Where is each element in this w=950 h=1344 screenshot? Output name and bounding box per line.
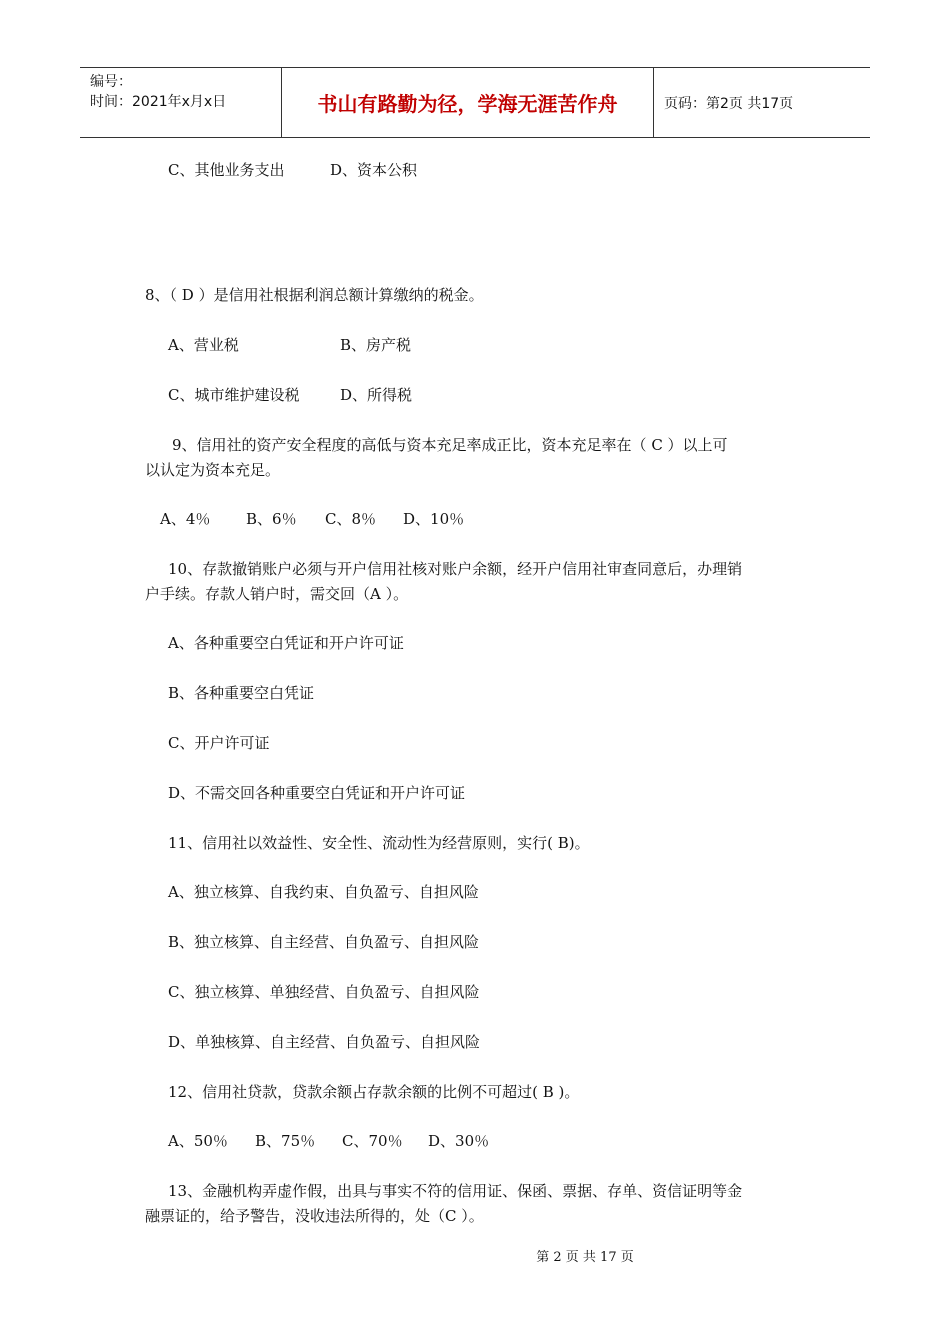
q10-option-b: B、各种重要空白凭证: [168, 684, 315, 702]
q8-option-b: B、房产税: [340, 336, 412, 354]
header-motto: 书山有路勤为径，学海无涯苦作舟: [282, 68, 654, 137]
q11-option-c: C、独立核算、单独经营、自负盈亏、自担风险: [168, 983, 480, 1001]
q12-option-c: C、70％: [342, 1132, 403, 1150]
q11-option-b: B、独立核算、自主经营、自负盈亏、自担风险: [168, 933, 480, 951]
q8-stem: 8、（ D ）是信用社根据利润总额计算缴纳的税金。: [145, 286, 484, 304]
footer-page-number: 第 2 页 共 17 页: [536, 1250, 634, 1265]
header-left-cell: [80, 68, 282, 137]
q8-option-d: D、所得税: [340, 386, 413, 404]
q9-stem-line1: 9、信用社的资产安全程度的高低与资本充足率成正比，资本充足率在（ C ）以上可: [172, 436, 728, 454]
q12-option-b: B、75％: [255, 1132, 316, 1150]
q13-stem-line1: 13、金融机构弄虚作假，出具与事实不符的信用证、保函、票据、存单、资信证明等金: [168, 1182, 743, 1200]
time-label: 时间：2021年x月x日: [90, 94, 227, 110]
q11-option-a: A、独立核算、自我约束、自负盈亏、自担风险: [168, 883, 479, 901]
q9-option-d: D、10％: [403, 510, 465, 528]
q10-option-a: A、各种重要空白凭证和开户许可证: [168, 634, 404, 652]
q8-option-c: C、城市维护建设税: [168, 386, 300, 404]
serial-number-label: 编号：: [90, 74, 132, 90]
q7-option-c: C、其他业务支出: [168, 161, 285, 179]
q11-stem: 11、信用社以效益性、安全性、流动性为经营原则，实行( B)。: [168, 834, 590, 852]
q10-stem-line1: 10、存款撤销账户必须与开户信用社核对账户余额，经开户信用社审查同意后，办理销: [168, 560, 743, 578]
page-header: [80, 67, 870, 138]
q13-stem-line2: 融票证的，给予警告，没收违法所得的，处（C ）。: [145, 1207, 484, 1225]
q9-stem-line2: 以认定为资本充足。: [145, 461, 281, 479]
q12-stem: 12、信用社贷款，贷款余额占存款余额的比例不可超过( B )。: [168, 1083, 580, 1101]
q12-option-a: A、50％: [168, 1132, 228, 1150]
q10-option-d: D、不需交回各种重要空白凭证和开户许可证: [168, 784, 466, 802]
page-footer: [0, 1246, 950, 1265]
q12-option-d: D、30％: [428, 1132, 490, 1150]
q9-option-c: C、8％: [325, 510, 377, 528]
q9-option-b: B、6％: [246, 510, 297, 528]
q11-option-d: D、单独核算、自主经营、自负盈亏、自担风险: [168, 1033, 481, 1051]
q7-option-d: D、资本公积: [330, 161, 418, 179]
q9-option-a: A、4％: [160, 510, 211, 528]
q10-stem-line2: 户手续。存款人销户时，需交回（A ）。: [145, 585, 409, 603]
q8-option-a: A、营业税: [168, 336, 239, 354]
header-page-info: 页码：第2页 共17页: [664, 95, 794, 112]
q10-option-c: C、开户许可证: [168, 734, 270, 752]
